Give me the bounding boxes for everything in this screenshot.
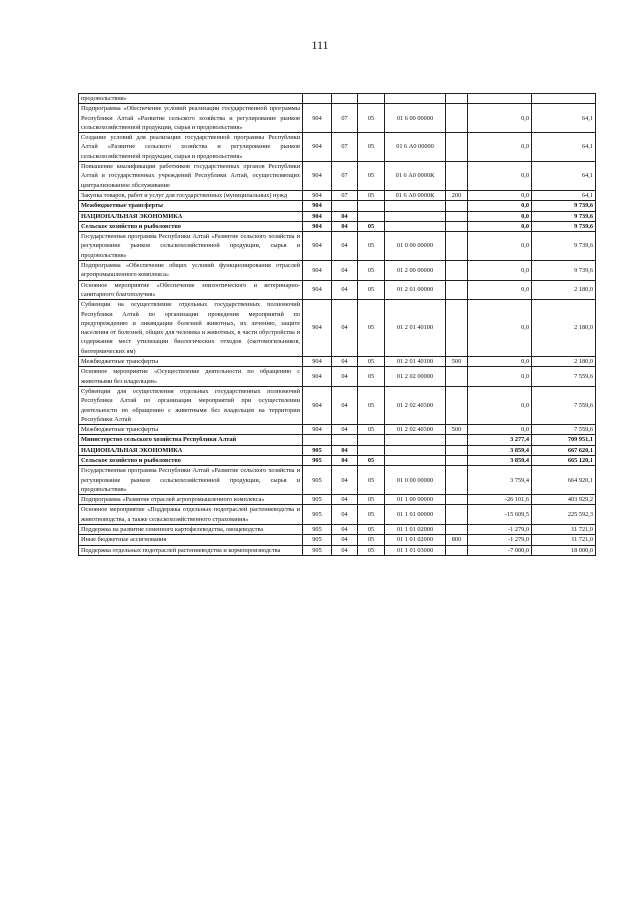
page-number: 111	[311, 38, 329, 52]
expense-type-cell	[446, 525, 468, 535]
target-article-cell	[385, 435, 446, 445]
subsection-code-cell	[358, 211, 385, 221]
subsection-code-cell	[358, 445, 385, 455]
grbs-code-cell: 904	[303, 300, 332, 357]
table-row	[79, 357, 596, 367]
total-amount-cell: 7 559,6	[532, 367, 596, 387]
section-code-cell: 04	[332, 300, 358, 357]
section-code-cell: 04	[332, 495, 358, 505]
subsection-code-cell	[358, 201, 385, 211]
change-amount-cell: 0,0	[468, 190, 532, 200]
table-row	[79, 386, 596, 424]
change-amount-cell: -7 000,0	[468, 545, 532, 555]
total-amount-cell: 2 180,0	[532, 300, 596, 357]
expense-type-cell	[446, 367, 468, 387]
table-row	[79, 495, 596, 505]
section-code-cell: 04	[332, 386, 358, 424]
expense-type-cell	[446, 133, 468, 162]
subsection-code-cell	[358, 94, 385, 104]
row-name-cell: Создание условий для реализации государственной программы Республики Алтай «Развитие сельского хозяйства и регулирование рынков сельскохозяйственной продукции, сырья и продовольствия»	[79, 133, 303, 162]
subsection-code-cell: 05	[358, 162, 385, 191]
subsection-code-cell: 05	[358, 525, 385, 535]
total-amount-cell: 64,1	[532, 162, 596, 191]
grbs-code-cell: 904	[303, 221, 332, 231]
grbs-code-cell: 904	[303, 201, 332, 211]
subsection-code-cell: 05	[358, 386, 385, 424]
grbs-code-cell: 904	[303, 232, 332, 261]
change-amount-cell: 0,0	[468, 211, 532, 221]
subsection-code-cell: 05	[358, 495, 385, 505]
subsection-code-cell: 05	[358, 232, 385, 261]
row-name-cell: НАЦИОНАЛЬНАЯ ЭКОНОМИКА	[79, 445, 303, 455]
row-name-cell: Сельское хозяйство и рыболовство	[79, 455, 303, 465]
expense-type-cell	[446, 435, 468, 445]
total-amount-cell: 64,1	[532, 104, 596, 133]
table-row	[79, 455, 596, 465]
section-code-cell: 07	[332, 104, 358, 133]
row-name-cell: Межбюджетные трансферты	[79, 201, 303, 211]
subsection-code-cell: 05	[358, 367, 385, 387]
change-amount-cell: 3 859,4	[468, 455, 532, 465]
target-article-cell: 01 6 А0 0000К	[385, 162, 446, 191]
budget-table-body	[79, 94, 596, 556]
row-name-cell: Поддержка отдельных подотраслей растениеводства и кормопроизводства	[79, 545, 303, 555]
grbs-code-cell: 904	[303, 261, 332, 281]
change-amount-cell: 3 759,4	[468, 466, 532, 495]
grbs-code-cell: 904	[303, 280, 332, 300]
table-row	[79, 505, 596, 525]
target-article-cell: 01 2 01 00000	[385, 280, 446, 300]
subsection-code-cell: 05	[358, 545, 385, 555]
total-amount-cell: 709 951,1	[532, 435, 596, 445]
total-amount-cell: 664 920,1	[532, 466, 596, 495]
change-amount-cell: 0,0	[468, 221, 532, 231]
total-amount-cell: 18 000,0	[532, 545, 596, 555]
expense-type-cell	[446, 280, 468, 300]
table-row	[79, 367, 596, 387]
expense-type-cell: 200	[446, 190, 468, 200]
total-amount-cell: 11 721,0	[532, 525, 596, 535]
target-article-cell: 01 2 00 00000	[385, 261, 446, 281]
row-name-cell: Межбюджетные трансферты	[79, 357, 303, 367]
row-name-cell: Закупка товаров, работ и услуг для государственных (муниципальных) нужд	[79, 190, 303, 200]
row-name-cell: Межбюджетные трансферты	[79, 425, 303, 435]
change-amount-cell: 0,0	[468, 104, 532, 133]
expense-type-cell	[446, 261, 468, 281]
expense-type-cell: 500	[446, 425, 468, 435]
change-amount-cell: 0,0	[468, 261, 532, 281]
grbs-code-cell: 904	[303, 133, 332, 162]
change-amount-cell: 3 277,4	[468, 435, 532, 445]
total-amount-cell	[532, 94, 596, 104]
grbs-code-cell: 904	[303, 386, 332, 424]
section-code-cell: 04	[332, 425, 358, 435]
expense-type-cell: 800	[446, 535, 468, 545]
expense-type-cell	[446, 211, 468, 221]
expense-type-cell	[446, 232, 468, 261]
expense-type-cell	[446, 505, 468, 525]
expense-type-cell: 500	[446, 357, 468, 367]
grbs-code-cell	[303, 435, 332, 445]
section-code-cell	[332, 435, 358, 445]
grbs-code-cell: 904	[303, 425, 332, 435]
row-name-cell: Государственная программа Республики Алтай «Развитие сельского хозяйства и регулирование рынков сельскохозяйственной продукции, сырья и продовольствия»	[79, 466, 303, 495]
table-row	[79, 133, 596, 162]
subsection-code-cell: 05	[358, 190, 385, 200]
grbs-code-cell: 904	[303, 104, 332, 133]
change-amount-cell: 0,0	[468, 300, 532, 357]
table-row	[79, 425, 596, 435]
total-amount-cell: 7 559,6	[532, 425, 596, 435]
total-amount-cell: 2 180,0	[532, 280, 596, 300]
target-article-cell	[385, 221, 446, 231]
table-row	[79, 535, 596, 545]
section-code-cell: 04	[332, 535, 358, 545]
grbs-code-cell: 905	[303, 466, 332, 495]
target-article-cell: 01 1 01 02000	[385, 525, 446, 535]
subsection-code-cell: 05	[358, 280, 385, 300]
target-article-cell: 01 2 02 40300	[385, 425, 446, 435]
grbs-code-cell: 905	[303, 445, 332, 455]
section-code-cell: 04	[332, 445, 358, 455]
target-article-cell	[385, 201, 446, 211]
change-amount-cell: -26 101,6	[468, 495, 532, 505]
expense-type-cell	[446, 94, 468, 104]
subsection-code-cell: 05	[358, 466, 385, 495]
row-name-cell: Основное мероприятие «Обеспечение эпизоотического и ветеринарно-санитарного благополучия»	[79, 280, 303, 300]
change-amount-cell: 0,0	[468, 386, 532, 424]
target-article-cell: 01 1 00 00000	[385, 495, 446, 505]
expense-type-cell	[446, 162, 468, 191]
row-name-cell: Поддержка на развитие семенного картофелеводства, овощеводства	[79, 525, 303, 535]
total-amount-cell: 9 739,6	[532, 211, 596, 221]
row-name-cell: Государственная программа Республики Алтай «Развитие сельского хозяйства и регулирование рынков сельскохозяйственной продукции, сырья и продовольствия»	[79, 232, 303, 261]
expense-type-cell	[446, 495, 468, 505]
target-article-cell: 01 2 02 40300	[385, 386, 446, 424]
subsection-code-cell	[358, 435, 385, 445]
table-row	[79, 221, 596, 231]
section-code-cell: 04	[332, 221, 358, 231]
table-row	[79, 232, 596, 261]
target-article-cell: 01 2 01 40100	[385, 357, 446, 367]
expense-type-cell	[446, 221, 468, 231]
total-amount-cell: 225 592,3	[532, 505, 596, 525]
table-row	[79, 104, 596, 133]
total-amount-cell: 9 739,6	[532, 201, 596, 211]
row-name-cell: Иные бюджетные ассигнования	[79, 535, 303, 545]
table-row	[79, 261, 596, 281]
row-name-cell: Подпрограмма «Обеспечение условий реализации государственной программы Республики Алтай «Развитие сельского хозяйства и регулирование рынков сельскохозяйственной продукции, сырья и продовольствия»	[79, 104, 303, 133]
grbs-code-cell: 905	[303, 455, 332, 465]
grbs-code-cell: 905	[303, 535, 332, 545]
row-name-cell: НАЦИОНАЛЬНАЯ ЭКОНОМИКА	[79, 211, 303, 221]
change-amount-cell: 0,0	[468, 367, 532, 387]
total-amount-cell: 7 559,6	[532, 386, 596, 424]
section-code-cell: 07	[332, 162, 358, 191]
section-code-cell: 04	[332, 455, 358, 465]
table-row	[79, 190, 596, 200]
total-amount-cell: 665 120,1	[532, 455, 596, 465]
table-row	[79, 300, 596, 357]
row-name-cell: Основное мероприятие «Поддержка отдельных подотраслей растениеводства и животноводства, а также сельскохозяйственного страхования»	[79, 505, 303, 525]
total-amount-cell: 64,1	[532, 190, 596, 200]
section-code-cell: 07	[332, 133, 358, 162]
change-amount-cell: 3 859,4	[468, 445, 532, 455]
row-name-cell: продовольствия»	[79, 94, 303, 104]
expense-type-cell	[446, 466, 468, 495]
row-name-cell: Подпрограмма «Обеспечение общих условий функционирования отраслей агропромышленного комплекса»	[79, 261, 303, 281]
section-code-cell: 04	[332, 525, 358, 535]
target-article-cell: 01 6 00 00000	[385, 104, 446, 133]
section-code-cell: 04	[332, 280, 358, 300]
target-article-cell: 01 2 02 00000	[385, 367, 446, 387]
expense-type-cell	[446, 386, 468, 424]
section-code-cell: 07	[332, 190, 358, 200]
expense-type-cell	[446, 445, 468, 455]
target-article-cell: 01 1 01 03000	[385, 545, 446, 555]
target-article-cell: 01 1 01 00000	[385, 505, 446, 525]
grbs-code-cell: 905	[303, 505, 332, 525]
section-code-cell: 04	[332, 357, 358, 367]
subsection-code-cell: 05	[358, 300, 385, 357]
target-article-cell	[385, 445, 446, 455]
section-code-cell	[332, 201, 358, 211]
target-article-cell: 01 0 00 00000	[385, 466, 446, 495]
change-amount-cell: 0,0	[468, 357, 532, 367]
change-amount-cell: 0,0	[468, 133, 532, 162]
section-code-cell: 04	[332, 466, 358, 495]
table-row	[79, 545, 596, 555]
table-row	[79, 280, 596, 300]
table-row	[79, 162, 596, 191]
section-code-cell: 04	[332, 211, 358, 221]
subsection-code-cell: 05	[358, 505, 385, 525]
subsection-code-cell: 05	[358, 221, 385, 231]
target-article-cell: 01 6 А0 0000К	[385, 190, 446, 200]
total-amount-cell: 667 620,1	[532, 445, 596, 455]
grbs-code-cell: 905	[303, 525, 332, 535]
budget-table	[78, 93, 596, 556]
total-amount-cell: 9 739,6	[532, 221, 596, 231]
change-amount-cell	[468, 94, 532, 104]
target-article-cell: 01 2 01 40100	[385, 300, 446, 357]
change-amount-cell: -15 609,5	[468, 505, 532, 525]
table-row	[79, 525, 596, 535]
change-amount-cell: 0,0	[468, 280, 532, 300]
section-code-cell: 04	[332, 545, 358, 555]
row-name-cell: Повышение квалификации работников государственных органов Республики Алтай и государственных учреждений Республики Алтай, осуществляющих централизованное обслуживание	[79, 162, 303, 191]
grbs-code-cell: 905	[303, 545, 332, 555]
subsection-code-cell: 05	[358, 133, 385, 162]
grbs-code-cell: 904	[303, 367, 332, 387]
expense-type-cell	[446, 104, 468, 133]
change-amount-cell: 0,0	[468, 232, 532, 261]
target-article-cell	[385, 94, 446, 104]
subsection-code-cell: 05	[358, 104, 385, 133]
table-row	[79, 201, 596, 211]
grbs-code-cell: 904	[303, 211, 332, 221]
change-amount-cell: -1 279,0	[468, 535, 532, 545]
subsection-code-cell: 05	[358, 425, 385, 435]
row-name-cell: Сельское хозяйство и рыболовство	[79, 221, 303, 231]
total-amount-cell: 64,1	[532, 133, 596, 162]
target-article-cell: 01 6 А0 00000	[385, 133, 446, 162]
total-amount-cell: 403 929,2	[532, 495, 596, 505]
expense-type-cell	[446, 455, 468, 465]
grbs-code-cell	[303, 94, 332, 104]
change-amount-cell: 0,0	[468, 201, 532, 211]
table-row	[79, 435, 596, 445]
expense-type-cell	[446, 545, 468, 555]
expense-type-cell	[446, 201, 468, 211]
section-code-cell: 04	[332, 367, 358, 387]
table-row	[79, 445, 596, 455]
section-code-cell: 04	[332, 261, 358, 281]
table-row	[79, 94, 596, 104]
change-amount-cell: 0,0	[468, 162, 532, 191]
row-name-cell: Подпрограмма «Развитие отраслей агропромышленного комплекса»	[79, 495, 303, 505]
total-amount-cell: 9 739,6	[532, 261, 596, 281]
subsection-code-cell: 05	[358, 357, 385, 367]
table-row	[79, 211, 596, 221]
row-name-cell: Субвенции на осуществление отдельных государственных полномочий Республики Алтай по организации проведения мероприятий по предупреждению и ликвидации болезней животных, их лечению, защите населения от болезней, общих для человека и животных, в части обустройства и содержания мест утилизации биологических отходов (скотомогильников, биотермических ям)	[79, 300, 303, 357]
subsection-code-cell: 05	[358, 535, 385, 545]
target-article-cell	[385, 211, 446, 221]
total-amount-cell: 2 180,0	[532, 357, 596, 367]
section-code-cell: 04	[332, 505, 358, 525]
total-amount-cell: 9 739,6	[532, 232, 596, 261]
grbs-code-cell: 904	[303, 190, 332, 200]
section-code-cell	[332, 94, 358, 104]
grbs-code-cell: 904	[303, 357, 332, 367]
subsection-code-cell: 05	[358, 455, 385, 465]
change-amount-cell: 0,0	[468, 425, 532, 435]
grbs-code-cell: 904	[303, 162, 332, 191]
target-article-cell: 01 0 00 00000	[385, 232, 446, 261]
grbs-code-cell: 905	[303, 495, 332, 505]
table-row	[79, 466, 596, 495]
row-name-cell: Субвенции для осуществления отдельных государственных полномочий Республики Алтай по организации мероприятий при осуществлении деятельности по обращению с животными без владельцев на территории Республики Алтай	[79, 386, 303, 424]
change-amount-cell: -1 279,0	[468, 525, 532, 535]
subsection-code-cell: 05	[358, 261, 385, 281]
total-amount-cell: 11 721,0	[532, 535, 596, 545]
target-article-cell	[385, 455, 446, 465]
section-code-cell: 04	[332, 232, 358, 261]
expense-type-cell	[446, 300, 468, 357]
row-name-cell: Основное мероприятие «Осуществление деятельности по обращению с животными без владельцев»	[79, 367, 303, 387]
row-name-cell: Министерство сельского хозяйства Республики Алтай	[79, 435, 303, 445]
target-article-cell: 01 1 01 02000	[385, 535, 446, 545]
